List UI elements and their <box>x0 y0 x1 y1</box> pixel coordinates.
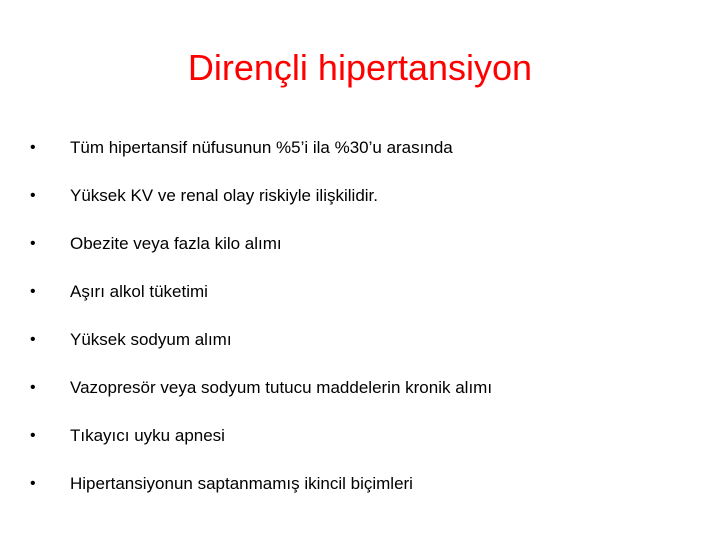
bullet-list <box>28 124 688 508</box>
list-item <box>28 124 688 172</box>
bullet-icon: • <box>30 283 36 300</box>
bullet-text: Hipertansiyonun saptanmamış ikincil biçimleri <box>70 474 413 493</box>
bullet-icon: • <box>30 187 36 204</box>
list-item <box>28 268 688 316</box>
list-item <box>28 364 688 412</box>
list-item <box>28 220 688 268</box>
list-item <box>28 460 688 508</box>
bullet-text: Obezite veya fazla kilo alımı <box>70 234 282 253</box>
bullet-icon: • <box>30 235 36 252</box>
bullet-icon: • <box>30 379 36 396</box>
list-item <box>28 316 688 364</box>
bullet-icon: • <box>30 139 36 156</box>
bullet-icon: • <box>30 475 36 492</box>
bullet-icon: • <box>30 427 36 444</box>
bullet-text: Aşırı alkol tüketimi <box>70 282 208 301</box>
list-item <box>28 412 688 460</box>
slide-title: Dirençli hipertansiyon <box>187 47 533 88</box>
bullet-text: Tüm hipertansif nüfusunun %5’i ila %30’u arasında <box>70 138 453 157</box>
bullet-text: Vazopresör veya sodyum tutucu maddelerin kronik alımı <box>70 378 493 397</box>
bullet-text: Yüksek KV ve renal olay riskiyle ilişkilidir. <box>70 186 378 205</box>
list-item <box>28 172 688 220</box>
bullet-text: Yüksek sodyum alımı <box>70 330 232 349</box>
bullet-icon: • <box>30 331 36 348</box>
bullet-text: Tıkayıcı uyku apnesi <box>70 426 225 445</box>
